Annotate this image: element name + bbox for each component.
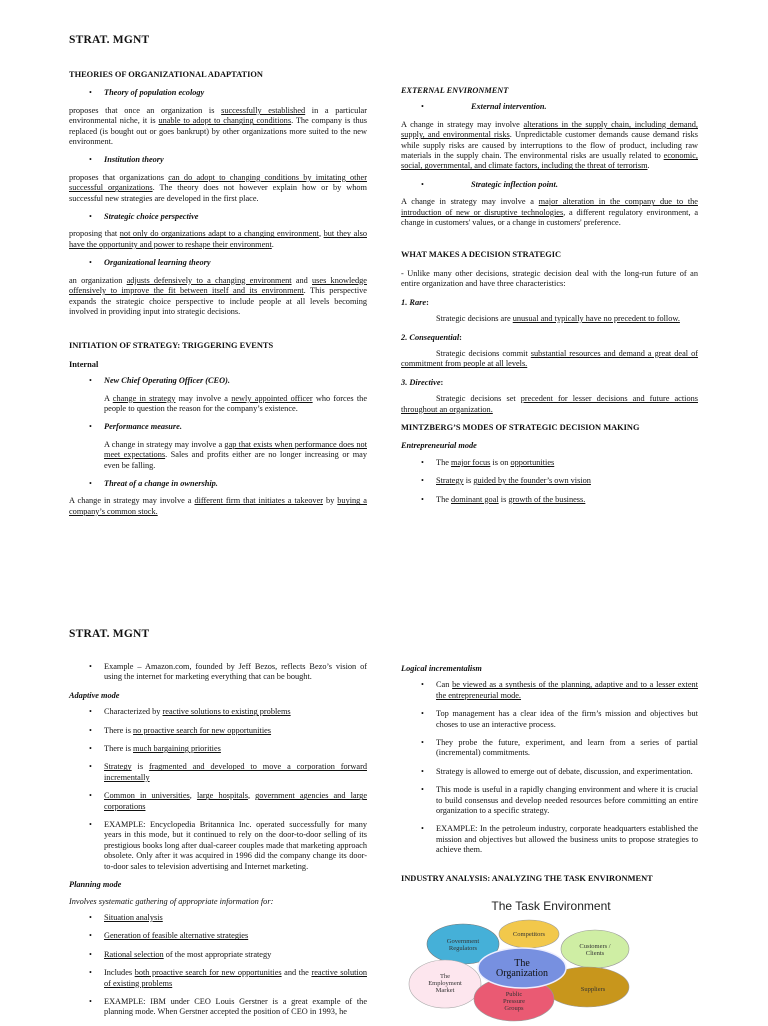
list-item: • They probe the future, experiment, and learn from a series of partial (incremental) commitments. — [401, 738, 698, 759]
section-heading: THEORIES OF ORGANIZATIONAL ADAPTATION — [69, 70, 263, 79]
sub-heading: Entrepreneurial mode — [401, 441, 477, 451]
sub-heading: Adaptive mode — [69, 690, 120, 700]
diagram-title: The Task Environment — [491, 899, 611, 913]
bullet-heading: • External intervention. — [401, 102, 698, 112]
intro-text: Involves systematic gathering of appropriate information for: — [69, 896, 274, 906]
list-item: • Includes both proactive search for new opportunities and the reactive solution of existing problems — [69, 968, 367, 989]
page-2 — [0, 600, 768, 1024]
sub-heading: EXTERNAL ENVIRONMENT — [401, 86, 509, 95]
paragraph: proposing that not only do organizations adapt to a changing environment, but they also have the opportunity and power to reshape their environment. — [69, 229, 367, 249]
left-column — [69, 70, 367, 525]
public-label-2: Pressure — [502, 998, 526, 1005]
list-item: • The major focus is on opportunities — [401, 458, 698, 468]
paragraph: A change in strategy may involve alterations in the supply chain, including demand, supply, and environmental risks. Unpredictable customer demands cause demand risks while supply risks are caused by interruptions to the flow of product, including raw materials in the supply chain. The environmental risks are usually related to economic, social, governmental, and climate factors, including the threat of terrorism. — [401, 119, 698, 171]
gov-label-2: Regulators — [448, 945, 478, 952]
list-item: • EXAMPLE: IBM under CEO Louis Gerstner is a great example of the planning mode. When Gerstner accepted the position of CEO in 1993, he — [69, 997, 367, 1018]
bullet-heading: • New Chief Operating Officer (CEO). — [69, 376, 367, 386]
paragraph: A change in strategy may involve a different firm that initiates a takeover by buying a company’s common stock. — [69, 496, 367, 516]
list-item: • There is no proactive search for new opportunities — [69, 726, 367, 736]
competitors-label: Competitors — [512, 931, 546, 938]
organization-label-1: The — [514, 958, 530, 969]
page-header: STRAT. MGNT — [69, 628, 150, 640]
list-item: • Can be viewed as a synthesis of the planning, adaptive and to a lesser extent the entrepreneurial mode. — [401, 680, 698, 701]
section-heading: MINTZBERG’S MODES OF STRATEGIC DECISION MAKING — [401, 422, 640, 432]
section-heading: WHAT MAKES A DECISION STRATEGIC — [401, 250, 562, 260]
section-heading: INDUSTRY ANALYSIS: ANALYZING THE TASK ENVIRONMENT — [401, 873, 653, 883]
bullet-heading: • Strategic inflection point. — [401, 180, 698, 190]
paragraph: A change in strategy may involve a major alteration in the company due to the introduction of new or disruptive technologies, a different regulatory environment, a change in customers' values, or a change in customers' preference. — [401, 197, 698, 228]
bullet-heading: • Performance measure. — [69, 422, 367, 432]
right-column — [401, 86, 698, 513]
left-column — [69, 662, 367, 1026]
list-item: • Rational selection of the most appropriate strategy — [69, 950, 367, 960]
right-column — [401, 664, 698, 892]
list-item: • Situation analysis — [69, 913, 367, 923]
list-item: • Example – Amazon.com, founded by Jeff Bezos, reflects Bezo’s vision of using the internet for marketing everything that can be bought. — [69, 662, 367, 683]
customers-label-1: Customers / — [579, 943, 611, 950]
list-item: • Generation of feasible alternative strategies — [69, 931, 367, 941]
organization-label-2: Organization — [495, 968, 549, 979]
list-item: • Characterized by reactive solutions to existing problems — [69, 707, 367, 717]
paragraph: Strategic decisions are unusual and typically have no precedent to follow. — [436, 314, 680, 324]
paragraph: - Unlike many other decisions, strategic decision deal with the long-run future of an entire organization and have three characteristics: — [401, 268, 698, 289]
bullet-heading: • Theory of population ecology — [69, 88, 367, 98]
sub-heading: Planning mode — [69, 880, 122, 890]
numbered-heading: 2. Consequential: — [401, 332, 462, 342]
paragraph: A change in strategy may involve a newly appointed officer who forces the people to question the reason for the company’s existence. — [104, 393, 368, 413]
customers-label-2: Clients — [585, 950, 605, 957]
bullet-heading: • Threat of a change in ownership. — [69, 479, 367, 489]
paragraph: proposes that once an organization is successfully established in a particular environmental niche, it is unable to adopt to changing conditions. The company is thus replaced (is bought out or goes bankrupt) by other organizations more suited to the new environment. — [69, 105, 367, 147]
employment-label-2: Employment — [428, 980, 462, 987]
list-item: • There is much bargaining priorities — [69, 744, 367, 754]
list-item: • Common in universities, large hospitals, government agencies and large corporations — [69, 791, 367, 812]
section-heading: INITIATION OF STRATEGY: TRIGGERING EVENTS — [69, 341, 274, 351]
numbered-heading: 1. Rare: — [401, 297, 429, 307]
paragraph: proposes that organizations can do adopt to changing conditions by imitating other successful organizations. The theory does not however explain how or by whom successful new strategies are developed in the first place. — [69, 172, 368, 203]
page-header: STRAT. MGNT — [69, 34, 150, 46]
paragraph: Strategic decisions commit substantial resources and demand a great deal of commitment from people at all levels. — [401, 348, 698, 369]
list-item: • EXAMPLE: In the petroleum industry, corporate headquarters established the mission and objectives but allowed the business units to propose strategies to achieve them. — [401, 824, 698, 855]
list-item: • This mode is useful in a rapidly changing environment and where it is crucial to build consensus and develop needed resources before committing an entire organization to a specific strategy. — [401, 785, 698, 816]
employment-label-3: Market — [435, 987, 455, 994]
bullet-heading: • Institution theory — [69, 155, 367, 165]
list-item: • Strategy is fragmented and developed to move a corporation forward incrementally — [69, 762, 367, 783]
bullet-heading: • Strategic choice perspective — [69, 212, 367, 222]
list-item: • The dominant goal is growth of the business. — [401, 495, 698, 505]
employment-label-1: The — [439, 973, 451, 980]
list-item: • Top management has a clear idea of the firm’s mission and objectives but choses to use an interactive process. — [401, 709, 698, 730]
sub-heading: Logical incrementalism — [401, 664, 482, 673]
suppliers-label: Suppliers — [580, 986, 606, 993]
list-item: • EXAMPLE: Encyclopedia Britannica Inc. operated successfully for many years in this mode, but it continued to rely on the door-to-door selling of its prestigious books long after dual-career couples made that marketing approach obsolete. Only after it was acquired in 1996 did the company change its door-to-door sales to television advertising and Internet marketing. — [69, 820, 367, 872]
paragraph: an organization adjusts defensively to a changing environment and uses knowledge offensively to improve the fit between itself and its environment. This perspective expands the strategic choice perspective to include people at all levels becoming involved in providing input into strategic decisions. — [69, 275, 367, 316]
sub-heading: Internal — [69, 359, 99, 369]
list-item: • Strategy is allowed to emerge out of debate, discussion, and experimentation. — [401, 767, 698, 777]
bullet-heading: • Organizational learning theory — [69, 258, 367, 268]
paragraph: A change in strategy may involve a gap that exists when performance does not meet expectations. Sales and profits either are no longer increasing or may even be falling. — [104, 439, 367, 470]
list-item: • Strategy is guided by the founder’s own vision — [401, 476, 698, 486]
task-environment-diagram — [401, 896, 701, 1024]
numbered-heading: 3. Directive: — [401, 377, 444, 387]
public-label-3: Groups — [504, 1005, 524, 1012]
public-label-1: Public — [505, 991, 523, 998]
paragraph: Strategic decisions set precedent for lesser decisions and future actions throughout an organization. — [401, 394, 698, 414]
gov-label-1: Government — [446, 938, 480, 945]
